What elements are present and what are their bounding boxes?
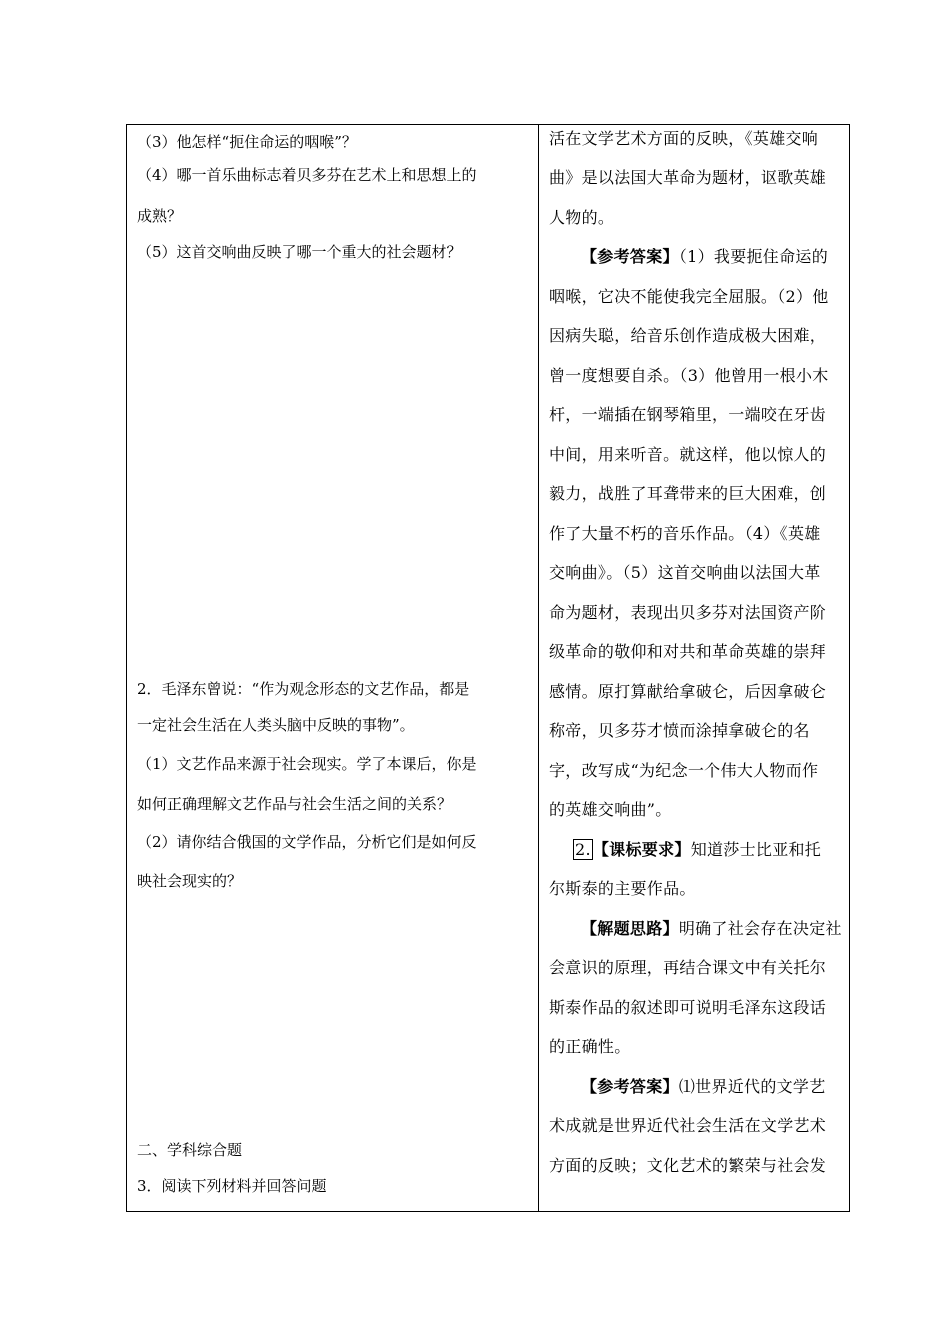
- question-number-box: 2.: [575, 840, 591, 859]
- question-line: （1）文艺作品来源于社会现实。学了本课后，你是: [137, 755, 477, 773]
- column-divider: [538, 125, 539, 1211]
- question-line: 映社会现实的？: [137, 872, 243, 890]
- answer-line: 活在文学艺术方面的反映，《英雄交响: [549, 129, 819, 148]
- answer-line: 命为题材，表现出贝多芬对法国资产阶: [549, 603, 827, 622]
- question-line: （5）这首交响曲反映了哪一个重大的社会题材？: [137, 243, 462, 261]
- answer-line: 交响曲》。（5）这首交响曲以法国大革: [549, 563, 821, 582]
- answer-line: 称帝，贝多芬才愤而涂掉拿破仑的名: [549, 721, 810, 740]
- question-column: [137, 125, 532, 1211]
- answer-line: 方面的反映；文化艺术的繁荣与社会发: [549, 1156, 827, 1175]
- answer-line: 术成就是世界近代社会生活在文学艺术: [549, 1116, 827, 1135]
- reference-answer-label: 【参考答案】: [581, 1077, 679, 1096]
- question-line: （4）哪一首乐曲标志着贝多芬在艺术上和思想上的: [137, 166, 477, 184]
- question-line: 成熟？: [137, 207, 183, 225]
- answer-line: 【解题思路】明确了社会存在决定社: [581, 919, 842, 938]
- answer-line: 曾一度想要自杀。（3）他曾用一根小木: [549, 366, 829, 385]
- question-line: （2）请你结合俄国的文学作品，分析它们是如何反: [137, 833, 477, 851]
- question-line: 2．毛泽东曾说：“作为观念形态的文艺作品，都是: [137, 680, 470, 698]
- answer-line: 【参考答案】⑴世界近代的文学艺: [581, 1077, 826, 1096]
- answer-line: 【参考答案】（1）我要扼住命运的: [581, 247, 828, 266]
- answer-line: 因病失聪，给音乐创作造成极大困难，: [549, 326, 827, 345]
- answer-line: 曲》是以法国大革命为题材，讴歌英雄: [549, 168, 827, 187]
- answer-line: 字，改写成“为纪念一个伟大人物而作: [549, 761, 819, 780]
- content-table: [126, 124, 850, 1212]
- answer-line: 咽喉，它决不能使我完全屈服。（2）他: [549, 287, 829, 306]
- question-line: 一定社会生活在人类头脑中反映的事物”。: [137, 716, 415, 734]
- solution-approach-label: 【解题思路】: [581, 919, 679, 938]
- answer-line: 的正确性。: [549, 1037, 631, 1056]
- answer-line: 2. 【课标要求】知道莎士比亚和托: [575, 840, 822, 859]
- answer-line: 尔斯泰的主要作品。: [549, 879, 696, 898]
- answer-column: [549, 125, 845, 1211]
- reference-answer-label: 【参考答案】: [581, 247, 679, 266]
- answer-line: 级革命的敬仰和对共和革命英雄的崇拜: [549, 642, 827, 661]
- answer-line: 会意识的原理，再结合课文中有关托尔: [549, 958, 827, 977]
- answer-line: 的英雄交响曲”。: [549, 800, 672, 819]
- question-line: 如何正确理解文艺作品与社会生活之间的关系？: [137, 795, 453, 813]
- curriculum-requirement-label: 【课标要求】: [592, 840, 691, 859]
- answer-line: 杆，一端插在钢琴箱里，一端咬在牙齿: [549, 405, 827, 424]
- answer-line: 毅力，战胜了耳聋带来的巨大困难，创: [549, 484, 827, 503]
- answer-line: 作了大量不朽的音乐作品。（4）《英雄: [549, 524, 821, 543]
- question-line: 3．阅读下列材料并回答问题: [137, 1177, 327, 1195]
- section-heading: 二、学科综合题: [137, 1141, 243, 1159]
- answer-line: 中间，用来听音。就这样，他以惊人的: [549, 445, 827, 464]
- answer-line: 斯泰作品的叙述即可说明毛泽东这段话: [549, 998, 827, 1017]
- answer-line: 感情。原打算献给拿破仑，后因拿破仑: [549, 682, 827, 701]
- answer-line: 人物的。: [549, 208, 615, 227]
- question-line: （3）他怎样“扼住命运的咽喉”？: [137, 133, 357, 151]
